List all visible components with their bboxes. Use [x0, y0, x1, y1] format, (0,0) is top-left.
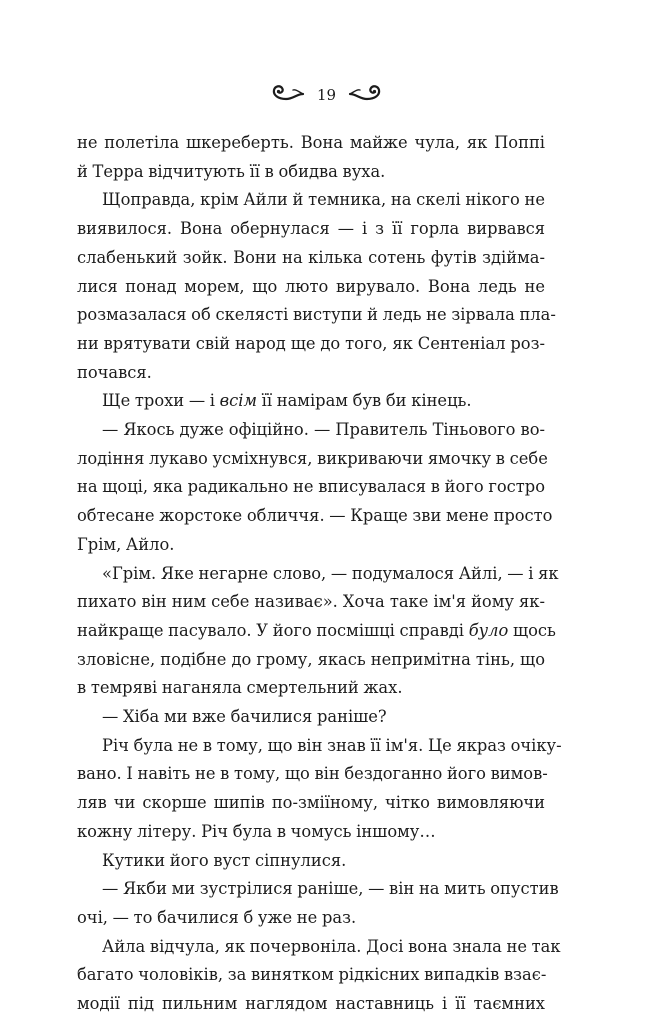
text-line: зловісне, подібне до грому, якась непримітна тінь, що [77, 649, 545, 669]
text-line: ни врятувати свій народ ще до того, як Сентеніал роз- [77, 333, 545, 353]
right-flourish-icon [348, 83, 384, 105]
paragraph [77, 560, 559, 704]
paragraph [77, 933, 561, 1019]
text-line: не полетіла шкереберть. Вона майже чула, як Поппі [77, 133, 545, 152]
text-line: Кутики його вуст сіпнулися. [102, 850, 347, 870]
left-flourish-icon [269, 83, 305, 105]
paragraph [77, 416, 553, 560]
text-line: вано. І навіть не в тому, що він бездоганно його вимов- [77, 764, 548, 784]
text-line: пихато він ним себе називає». Хоча таке ім'я йому як- [77, 592, 545, 612]
paragraph [77, 186, 556, 387]
emphasis-word: було [468, 620, 509, 640]
text-line: й Терра відчитують її в обидва вуха. [77, 161, 386, 181]
text-segment: щось [508, 620, 556, 640]
text-line: багато чоловіків, за винятком рідкісних випадків взає- [77, 965, 547, 985]
text-segment: Ще трохи — і [102, 391, 220, 411]
text-line [77, 387, 545, 416]
page-number: 19 [316, 85, 337, 104]
text-line [77, 617, 556, 646]
body-text [77, 129, 562, 1019]
text-line: слабенький зойк. Вони на кілька сотень футів здійма- [77, 247, 545, 267]
text-line: «Грім. Яке негарне слово, — подумалося Айлі, — і як [102, 563, 559, 583]
paragraph [77, 732, 562, 847]
text-line: Грім, Айло. [77, 534, 175, 554]
paragraph [77, 387, 545, 416]
paragraph [77, 129, 545, 186]
paragraph [77, 703, 545, 732]
text-segment: її намірам був би кінець. [256, 391, 472, 411]
text-line: ляв чи скорше шипів по-зміїному, чітко вимовляючи [77, 793, 545, 813]
paragraph [77, 847, 545, 876]
text-line: — Хіба ми вже бачилися раніше? [102, 707, 387, 727]
text-line: Річ була не в тому, що він знав її ім'я. Це якраз очіку- [102, 735, 562, 755]
text-line: виявилося. Вона обернулася — і з її горла вирвався [77, 219, 545, 239]
text-line: — Якось дуже офіційно. — Правитель Тіньового во- [102, 420, 545, 440]
text-line: обтесане жорстоке обличчя. — Краще зви мене просто [77, 506, 553, 526]
emphasis-word: всім [219, 391, 257, 411]
paragraph [77, 875, 559, 932]
page-header [0, 72, 653, 116]
text-line: лися понад морем, що люто вирувало. Вона ледь не [77, 276, 545, 296]
text-line: в темряві наганяла смертельний жах. [77, 678, 403, 698]
text-segment: найкраще пасувало. У його посмішці справді [77, 620, 469, 640]
text-line: лодіння лукаво усміхнувся, викриваючи ямочку в себе [77, 448, 548, 468]
text-line: Щоправда, крім Айли й темника, на скелі нікого не [102, 190, 545, 210]
text-line: Айла відчула, як почервоніла. Досі вона знала не так [102, 936, 561, 956]
text-line: кожну літеру. Річ була в чомусь іншому… [77, 821, 436, 841]
text-line: очі, — то бачилися б уже не раз. [77, 907, 357, 927]
text-line: розмазалася об скелясті виступи й ледь не зірвала пла- [77, 305, 556, 325]
text-line: — Якби ми зустрілися раніше, — він на мить опустив [102, 879, 559, 899]
text-line: модії під пильним наглядом наставниць і її таємних [77, 994, 545, 1014]
text-line: почався. [77, 362, 152, 382]
text-line: на щоці, яка радикально не вписувалася в його гостро [77, 477, 545, 497]
